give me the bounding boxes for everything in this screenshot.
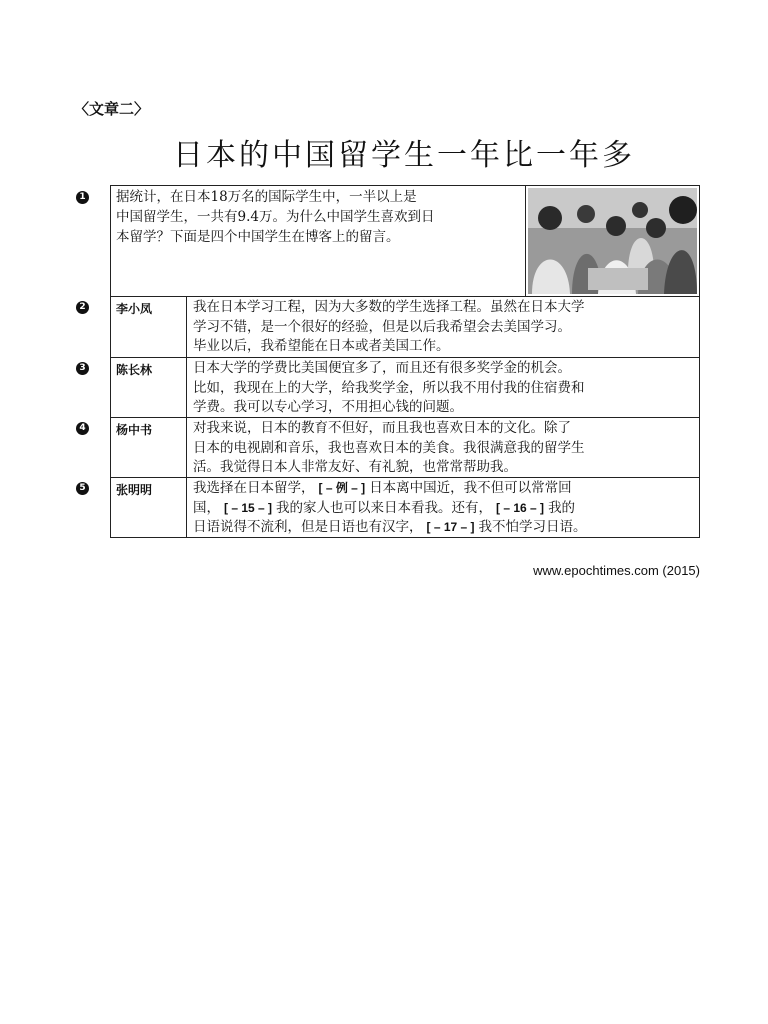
bullet-3: 3 [76, 362, 89, 375]
post-text-segment: 我不怕学习日语。 [478, 519, 587, 535]
blank-example[interactable]: [ – 例 – ] [318, 481, 366, 495]
intro-line: 本留学？下面是四个中国学生在博客上的留言。 [116, 229, 400, 245]
bullet-4: 4 [76, 422, 89, 435]
author-name: 杨中书 [116, 423, 153, 437]
intro-line: 中国留学生，一共有9.4万。为什么中国学生喜欢到日 [116, 209, 435, 225]
post-line: 我在日本学习工程，因为大多数的学生选择工程。虽然在日本大学 [193, 299, 585, 315]
students-photo [528, 188, 697, 294]
post-line [193, 499, 697, 519]
post-line [193, 479, 697, 499]
post-line: 日本的电视剧和音乐，我也喜欢日本的美食。我很满意我的留学生 [193, 439, 585, 456]
intro-text [116, 187, 522, 247]
post-text-segment: 我的家人也可以来日本看我。还有， [276, 499, 493, 516]
post-line: 学费。我可以专心学习，不用担心钱的问题。 [193, 399, 463, 415]
post-line: 对我来说，日本的教育不但好，而且我也喜欢日本的文化。除了 [193, 420, 571, 436]
bullet-1: 1 [76, 191, 89, 204]
post-text [193, 298, 697, 357]
post-text-segment: 我的 [548, 499, 576, 516]
intro-line: 据统计，在日本18万名的国际学生中，一半以上是 [116, 189, 417, 205]
post-text-segment: 国， [193, 499, 220, 516]
post-text [193, 479, 697, 538]
blank-15[interactable]: [ – 15 – ] [224, 500, 273, 515]
author-name: 张明明 [116, 483, 153, 497]
bullet-5: 5 [76, 482, 89, 495]
post-line: 比如，我现在上的大学，给我奖学金，所以我不用付我的住宿费和 [193, 379, 585, 396]
post-text-segment: 日本离中国近，我不但可以常常回 [369, 480, 572, 496]
section-label: 〈文章二〉 [74, 100, 150, 118]
author-name: 陈长林 [116, 363, 153, 377]
post-line: 毕业以后，我希望能在日本或者美国工作。 [193, 338, 450, 354]
post-text-segment: 日语说得不流利，但是日语也有汉字， [193, 519, 423, 535]
bullet-2: 2 [76, 301, 89, 314]
row-divider [110, 357, 700, 358]
post-line [193, 518, 697, 538]
source-citation: www.epochtimes.com (2015) [533, 563, 700, 578]
post-text [193, 419, 697, 478]
post-line: 学习不错，是一个很好的经验，但是以后我希望会去美国学习。 [193, 318, 571, 335]
article-title: 日本的中国留学生一年比一年多 [173, 138, 635, 173]
author-name: 李小凤 [116, 302, 153, 316]
blank-17[interactable]: [ – 17 – ] [426, 520, 475, 534]
students-photo-icon [528, 188, 697, 294]
post-text-segment: 我选择在日本留学， [193, 480, 315, 496]
post-line: 日本大学的学费比美国便宜多了，而且还有很多奖学金的机会。 [193, 360, 571, 376]
blank-16[interactable]: [ – 16 – ] [496, 500, 545, 515]
post-text [193, 359, 697, 418]
post-line: 活。我觉得日本人非常友好、有礼貌，也常常帮助我。 [193, 459, 517, 475]
